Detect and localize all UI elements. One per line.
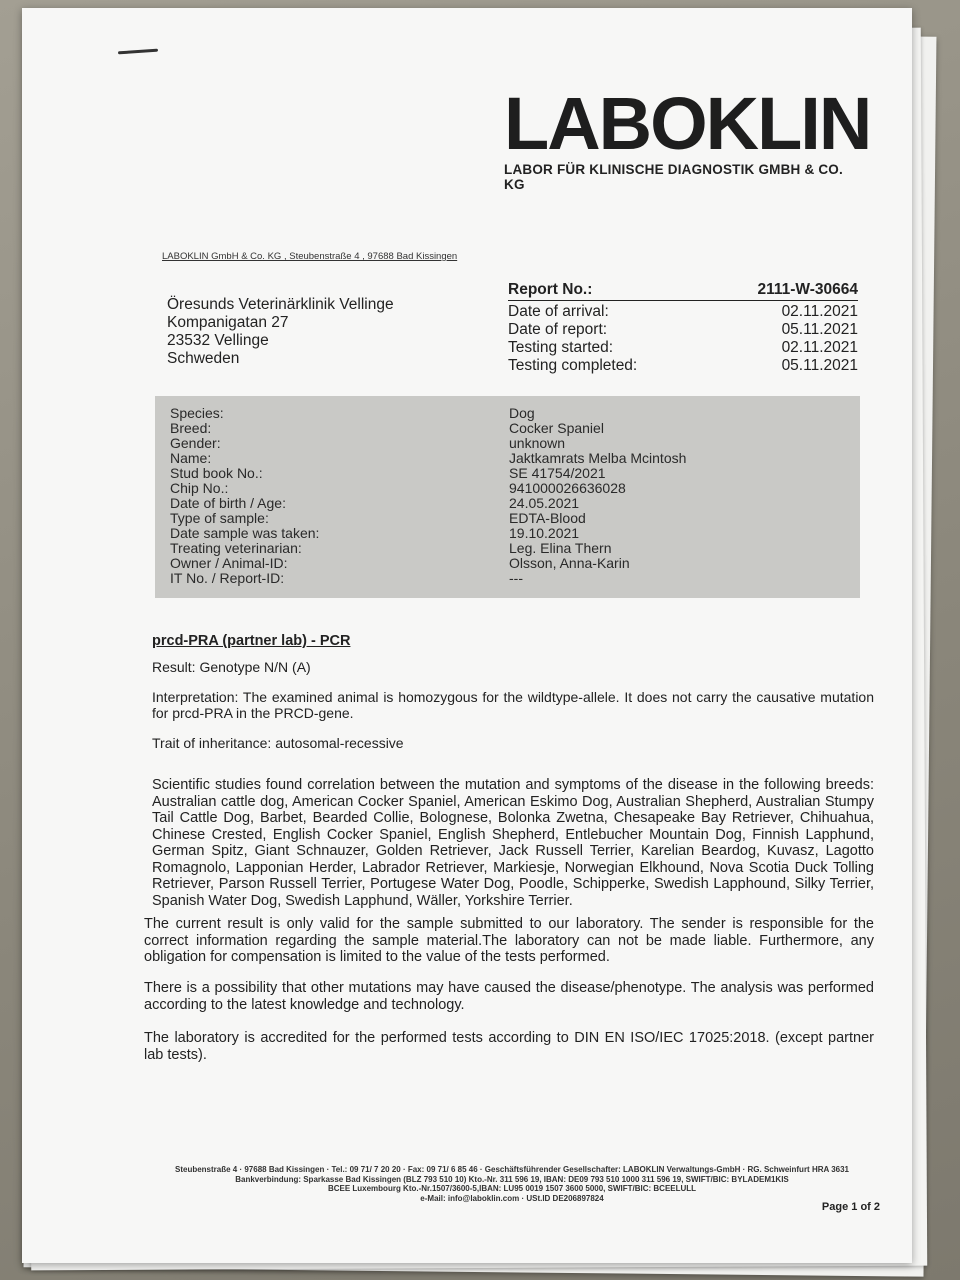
- report-label: Date of report:: [508, 321, 608, 338]
- report-value: 02.11.2021: [781, 303, 858, 320]
- recipient-line-2: Kompanigatan 27: [167, 314, 289, 331]
- info-row: [170, 511, 859, 526]
- recipient-address: [167, 296, 394, 368]
- info-value: Leg. Elina Thern: [509, 540, 612, 556]
- report-number-row: [508, 281, 858, 301]
- test-section: [152, 633, 874, 923]
- page-number: Page 1 of 2: [821, 1201, 880, 1213]
- info-row: [170, 571, 859, 586]
- info-label: Date of birth / Age:: [170, 495, 286, 511]
- breeds-paragraph: Scientific studies found correlation between the mutation and symptoms of the disease in the following breeds: Australian cattle dog, American Cocker Spaniel, American Eskimo Dog, Australian Shepherd, Australian Stumpy Tail Cattle Dog, Barbet, Bearded Collie, Bolognese, Bolonka Zwetna, Chesapeake Bay Retriever, Chihuahua, Chinese Crested, English Cocker Spaniel, English Shepherd, Entlebucher Mountain Dog, Finnish Lapphund, German Spitz, Giant Schnauzer, Golden Retriever, Jack Russell Terrier, Karelian Beardog, Kuvasz, Lagotto Romagnolo, Lapponian Herder, Labrador Retriever, Markiesje, Norwegian Elkhound, Nova Scotia Duck Tolling Retriever, Parson Russell Terrier, Portugese Water Dog, Poodle, Schipperke, Swedish Lapphound, Silky Terrier, Spanish Water Dog, Swedish Lapphund, Wäller, Yorkshire Terrier.: [152, 777, 874, 909]
- report-page: [22, 8, 912, 1263]
- animal-info-table: [170, 406, 859, 586]
- validity-disclaimer: The current result is only valid for the sample submitted to our laboratory. The sender is responsible for the correct information regarding the sample material.The laboratory can not be made liable. Furthermore, any obligation for compensation is limited to the value of the tests performed.: [144, 916, 874, 965]
- info-value: Dog: [509, 405, 535, 421]
- info-value: EDTA-Blood: [509, 510, 586, 526]
- info-row: [170, 526, 859, 541]
- staple-mark: [118, 49, 158, 55]
- report-value: 02.11.2021: [781, 339, 858, 356]
- info-row: [170, 406, 859, 421]
- report-row: [508, 339, 858, 357]
- accreditation-statement: The laboratory is accredited for the performed tests according to DIN EN ISO/IEC 17025:2018. (except partner lab tests).: [144, 1030, 874, 1063]
- info-value: 24.05.2021: [509, 495, 580, 511]
- report-details: [508, 281, 858, 375]
- logo-wordmark: LABOKLIN: [504, 82, 871, 165]
- info-label: Type of sample:: [170, 510, 269, 526]
- info-label: Breed:: [170, 420, 212, 436]
- info-label: Stud book No.:: [170, 465, 263, 481]
- info-label: Species:: [170, 405, 224, 421]
- footer-line-4: e-Mail: info@laboklin.com · USt.ID DE206897824: [420, 1193, 604, 1203]
- info-row: [170, 436, 859, 451]
- info-label: Chip No.:: [170, 480, 229, 496]
- report-value: 05.11.2021: [781, 321, 858, 338]
- recipient-line-4: Schweden: [167, 350, 240, 367]
- report-label: Date of arrival:: [508, 303, 609, 320]
- info-label: IT No. / Report-ID:: [170, 570, 285, 586]
- footer-line-3: BCEE Luxembourg Kto.-Nr.1507/3600-5,IBAN: LU95 0019 1507 3600 5000, SWIFT/BIC: BCEELULL: [327, 1184, 697, 1193]
- logo-subtitle: LABOR FÜR KLINISCHE DIAGNOSTIK GMBH & CO. KG: [504, 162, 843, 192]
- info-row: [170, 556, 859, 571]
- test-result: Result: Genotype N/N (A): [152, 659, 311, 675]
- test-title: prcd-PRA (partner lab) - PCR: [152, 633, 351, 649]
- report-row: [508, 357, 858, 375]
- recipient-line-3: 23532 Vellinge: [167, 332, 269, 349]
- footer-line-2: Bankverbindung: Sparkasse Bad Kissingen (BLZ 793 510 10) Kto.-Nr. 311 596 19, IBAN: DE09 793 510 1000 311 596 19, SWIFT/BIC: BYLADEM1KIS: [235, 1174, 789, 1184]
- info-value: ---: [509, 570, 523, 586]
- test-interpretation: Interpretation: The examined animal is homozygous for the wildtype-allele. It does not carry the causative mutation for prcd-PRA in the PRCD-gene.: [152, 689, 874, 721]
- info-row: [170, 481, 859, 496]
- info-value: 941000026636028: [509, 480, 626, 496]
- page-footer: [132, 1165, 892, 1203]
- info-value: 19.10.2021: [509, 525, 580, 541]
- info-label: Treating veterinarian:: [170, 540, 302, 556]
- report-row: [508, 321, 858, 339]
- report-value: 05.11.2021: [781, 357, 858, 374]
- report-label: Testing started:: [508, 339, 614, 356]
- footer-line-1: Steubenstraße 4 · 97688 Bad Kissingen · Tel.: 09 71/ 7 20 20 · Fax: 09 71/ 6 85 46 · Geschäftsführender Gesellschafter: LABOKLIN Verwaltungs-GmbH · RG. Schweinfurt HRA 3631: [175, 1165, 849, 1174]
- info-row: [170, 496, 859, 511]
- info-label: Date sample was taken:: [170, 525, 320, 541]
- info-value: Olsson, Anna-Karin: [509, 555, 630, 571]
- info-row: [170, 541, 859, 556]
- info-value: Jaktkamrats Melba Mcintosh: [509, 450, 687, 466]
- report-row: [508, 303, 858, 321]
- laboklin-logo: [504, 82, 871, 192]
- info-value: Cocker Spaniel: [509, 420, 604, 436]
- possibility-disclaimer: There is a possibility that other mutations may have caused the disease/phenotype. The analysis was performed according to the latest knowledge and technology.: [144, 980, 874, 1013]
- info-value: SE 41754/2021: [509, 465, 606, 481]
- report-label: Report No.:: [508, 281, 593, 298]
- recipient-line-1: Öresunds Veterinärklinik Vellinge: [167, 296, 394, 313]
- info-label: Name:: [170, 450, 212, 466]
- test-inheritance: Trait of inheritance: autosomal-recessive: [152, 735, 404, 751]
- report-value: 2111-W-30664: [757, 281, 858, 298]
- info-value: unknown: [509, 435, 566, 451]
- sender-address-line: LABOKLIN GmbH & Co. KG , Steubenstraße 4 , 97688 Bad Kissingen: [162, 251, 458, 262]
- report-label: Testing completed:: [508, 357, 638, 374]
- info-row: [170, 466, 859, 481]
- info-label: Gender:: [170, 435, 221, 451]
- info-label: Owner / Animal-ID:: [170, 555, 288, 571]
- info-row: [170, 421, 859, 436]
- info-row: [170, 451, 859, 466]
